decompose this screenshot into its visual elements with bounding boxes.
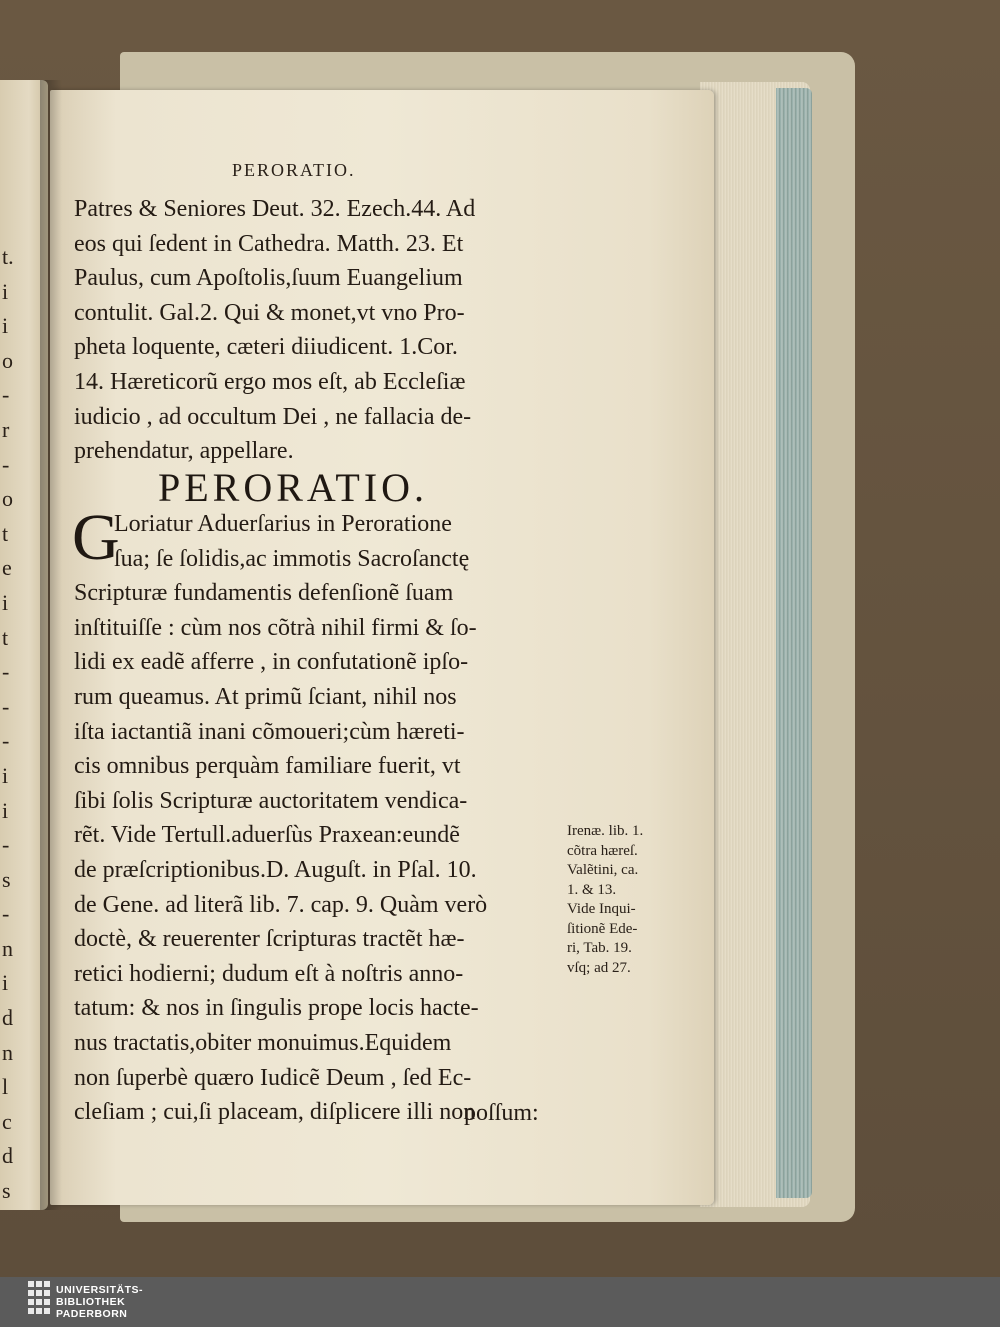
text-line: tatum: & nos in ſingulis prope locis hacte-: [74, 995, 479, 1022]
text-line: eos qui ſedent in Cathedra. Matth. 23. Et: [74, 230, 464, 257]
left-page-fragment: i: [2, 762, 9, 788]
left-page-fragment: t: [2, 624, 9, 650]
text-line: Paulus, cum Apoſtolis,ſuum Euangelium: [74, 265, 463, 292]
marginal-note: [567, 822, 687, 978]
left-page-fragment: -: [2, 693, 10, 719]
marginal-note-line: Valẽtini, ca.: [567, 862, 639, 878]
text-line: lidi ex eadẽ afferre , in confutationẽ ipſo-: [74, 649, 469, 676]
left-page-fragment: n: [2, 1039, 13, 1065]
text-line: iudicio , ad occultum Dei , ne fallacia de-: [74, 403, 472, 430]
text-line: retici hodierni; dudum eſt à noſtris anno-: [74, 960, 464, 987]
text-line: doctè, & reuerenter ſcripturas tractẽt hæ-: [74, 926, 465, 953]
left-page-fragment: r: [2, 416, 10, 442]
left-page-fragment: d: [2, 1143, 13, 1169]
text-line: ſua; ſe ſolidis,ac immotis Sacroſanctę: [114, 545, 470, 572]
text-line: iſta iactantiã inani cõmoueri;cùm hæreti-: [74, 718, 465, 745]
text-line: prehendatur, appellare.: [74, 438, 294, 465]
text-line: Scripturæ fundamentis defenſionẽ ſuam: [74, 580, 454, 607]
text-line: Loriatur Aduerſarius in Peroratione: [114, 511, 452, 537]
logo-text-line: PADERBORN: [56, 1308, 128, 1320]
running-head: PERORATIO.: [232, 160, 356, 180]
left-page-fragment: n: [2, 935, 13, 961]
drop-cap: G: [72, 501, 120, 574]
left-page-fragment: i: [2, 278, 9, 304]
left-page-fragments: [0, 240, 16, 1209]
left-page-fragment: -: [2, 382, 10, 408]
section-heading: PERORATIO.: [158, 465, 429, 510]
spine-shadow: [40, 80, 62, 1210]
catchword: poſſum:: [464, 1100, 539, 1126]
left-page-fragment: s: [2, 1178, 11, 1204]
text-line: 14. Hæreticorũ ergo mos eſt, ab Eccleſiæ: [74, 368, 466, 395]
text-line: contulit. Gal.2. Qui & monet,vt vno Pro-: [74, 299, 465, 326]
left-page-fragment: o: [2, 486, 13, 512]
logo-text-line: UNIVERSITÄTS-: [56, 1284, 144, 1296]
library-logo-text[interactable]: [56, 1284, 143, 1320]
text-line: pheta loquente, cæteri diiudicent. 1.Cor.: [74, 334, 458, 361]
text-line: cleſiam ; cui,ſi placeam, diſplicere illi non: [74, 1099, 476, 1126]
marginal-note-line: vſq; ad 27.: [567, 959, 631, 976]
text-line: ſibi ſolis Scripturæ auctoritatem vendica-: [74, 787, 468, 814]
text-line: cis omnibus perquàm familiare fuerit, vt: [74, 753, 461, 780]
text-line: Patres & Seniores Deut. 32. Ezech.44. Ad: [74, 196, 476, 222]
left-page-fragment: o: [2, 347, 13, 373]
page-fore-edge: [776, 88, 812, 1198]
marginal-note-line: cõtra hæreſ.: [567, 842, 638, 859]
paragraph-2: [72, 501, 566, 1130]
left-page-fragment: i: [2, 589, 9, 615]
logo-text-line: BIBLIOTHEK: [56, 1296, 126, 1308]
text-line: rẽt. Vide Tertull.aduerſùs Praxean:eundẽ: [74, 822, 460, 849]
left-page-fragment: c: [2, 1108, 12, 1134]
left-page-fragment: t: [2, 520, 9, 546]
paragraph-1: [74, 192, 564, 469]
left-page-fragment: t.: [2, 244, 14, 269]
left-page-fragment: l: [2, 1074, 9, 1100]
marginal-note-line: Vide Inqui-: [567, 901, 636, 917]
left-page-fragment: -: [2, 728, 10, 754]
marginal-note-line: ſitionẽ Ede-: [567, 920, 638, 937]
left-page-fragment: -: [2, 659, 10, 685]
left-page-fragment: -: [2, 832, 10, 858]
text-line: rum queamus. At primũ ſciant, nihil nos: [74, 683, 457, 710]
left-page-fragment: i: [2, 797, 9, 823]
text-line: non ſuperbè quæro Iudicẽ Deum , ſed Ec-: [74, 1064, 472, 1091]
left-page-fragment: e: [2, 555, 12, 581]
left-page-fragment: i: [2, 313, 9, 339]
left-page-fragment: -: [2, 901, 10, 927]
left-page-fragment: s: [2, 866, 11, 892]
text-line: nus tractatis,obiter monuimus.Equidem: [74, 1029, 452, 1056]
left-page-fragment: d: [2, 1005, 13, 1031]
marginal-note-line: ri, Tab. 19.: [567, 940, 632, 956]
left-page-fragment: -: [2, 451, 10, 477]
library-logo-icon: [28, 1281, 50, 1323]
text-line: de Gene. ad literã lib. 7. cap. 9. Quàm verò: [74, 891, 488, 918]
footer-bar: [0, 1277, 1000, 1327]
text-line: inſtituiſſe : cùm nos cõtrà nihil firmi & ſo-: [74, 614, 477, 641]
marginal-note-line: Irenæ. lib. 1.: [567, 823, 644, 839]
text-line: de præſcriptionibus.D. Auguſt. in Pſal. 10.: [74, 856, 477, 883]
left-page-fragment: i: [2, 970, 9, 996]
marginal-note-line: 1. & 13.: [567, 881, 617, 898]
